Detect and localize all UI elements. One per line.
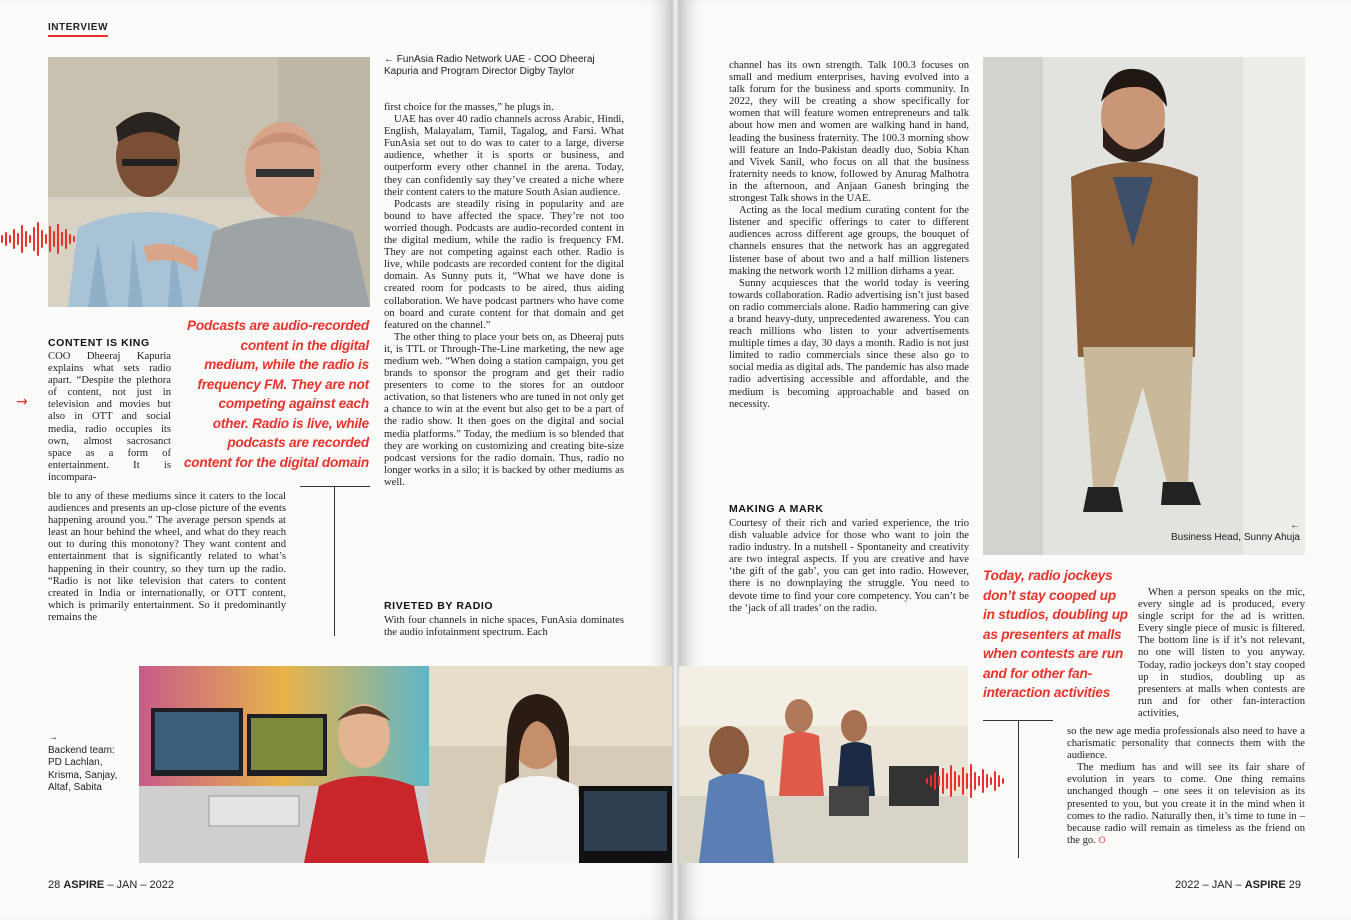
subhead-making-mark: MAKING A MARK xyxy=(729,503,824,515)
col3-para-3: Sunny acquiesces that the world today is veering towards collaboration. Radio advertising isn’t just based on radio commercials alone. Radio hammering can give a brand heavy-duty, unprecedented awareness. You can reach millions who listen to your advertisements multiple times a day, 30 days a month. Radio is not just limited to radio commercials since these also go to social media as digital ads. The pandemic has also made radio advertising accessible and affordable, and the medium is becoming approachable and based on necessity. xyxy=(729,277,969,410)
col2-riveted-text: With four channels in niche spaces, FunAsia dominates the audio infotainment spectrum. Each xyxy=(384,615,624,639)
pullquote-right-tick xyxy=(983,720,1053,721)
photo-studio-desk xyxy=(139,666,429,863)
subhead-riveted: RIVETED BY RADIO xyxy=(384,600,494,612)
photo-sunny-ahuja xyxy=(983,57,1305,555)
subhead-content-is-king: CONTENT IS KING xyxy=(48,337,150,349)
pullquote-left-line xyxy=(334,486,335,636)
col4-narrow-text: When a person speaks on the mic, every single ad is produced, every single script for the ad is written. Every single piece of music is filtered. The bottom line is if it’s not relevant, no one will listen to you anyway. Today, radio jockeys don’t stay cooped up in studios, doubling up as presenters at malls when contests are run and for other fan-interaction activities, xyxy=(1138,587,1305,719)
photo-kapuria-taylor xyxy=(48,57,370,307)
col1-narrow xyxy=(48,351,171,484)
date-right: 2022 – JAN – xyxy=(1175,879,1242,891)
waveform-icon-left xyxy=(0,222,78,256)
photo-krisma xyxy=(429,666,672,863)
caption-top-photo xyxy=(384,54,614,78)
col3-para-1: channel has its own strength. Talk 100.3 focuses on small and medium enterprises, having evolved into a talk forum for the business and sports community. In 2022, they will be creating a show specifically for women that will feature women entrepreneurs and talk about how men and women are walking hand in hand, leading the business fraternity. The 100.3 morning show will feature an Indo-Pakistan deadly duo, Sobia Khan and Vivek Sanil, who focus on all that the business fraternity needs to know, followed by Anurag Malhotra in the afternoon, and Anjaan Ganesh bringing the strongest Talk shows in the UAE. xyxy=(729,60,969,205)
arrow-right-small-icon: → xyxy=(48,732,58,743)
folio-left xyxy=(48,879,174,891)
arrow-left-small-icon: ← xyxy=(1290,520,1300,531)
pullquote-right: Today, radio jockeys don’t stay cooped up in studios, doubling up as presenters at malls when contests are run and for other fan-interaction activities xyxy=(983,568,1128,700)
col2-para-3: Podcasts are steadily rising in popularity and are bound to have affected the space. They’re not too worried though. Podcasts are audio-recorded content in the digital medium, while the radio is frequency FM. They are not competing against each other. Radio is live, while podcasts are recorded content for the digital domain. As Sunny puts it, “What we have done is created room for podcasts to be aired, thus aiding collaboration. We have podcast partners who have come on board and curate content for that domain and get featured on the channel.” xyxy=(384,198,624,331)
page-number-left: 28 xyxy=(48,879,61,891)
col2-para-1: first choice for the masses,” he plugs in. xyxy=(384,102,554,113)
col4-narrow xyxy=(1138,587,1305,720)
pullquote-left-tick xyxy=(300,486,370,487)
date-left: – JAN – 2022 xyxy=(107,879,174,891)
col4-wide xyxy=(1067,726,1305,847)
caption-backend-text: Backend team: PD Lachlan, Krisma, Sanjay, Altaf, Sabita xyxy=(48,744,118,793)
folio-right xyxy=(1175,879,1301,891)
col4-para-2 xyxy=(1067,762,1305,847)
waveform-icon-right xyxy=(925,764,1021,798)
section-tag: INTERVIEW xyxy=(48,22,108,37)
page-left xyxy=(0,0,672,920)
col2 xyxy=(384,102,624,489)
col3-para-2: Acting as the local medium curating content for the listener and specific offerings to cater to different audiences across different age groups, the bouquet of channels ensures that the network has an aggregated listener base of about two and a half million listeners making the network worth 12 million dirhams a year. xyxy=(729,205,969,277)
col1-wide-text: ble to any of these mediums since it caters to the local audiences and presents an up-close picture of the events happening around you.” The average person spends at least an hour behind the wheel, and what do they reach out to during this monotony? They want content and entertainment that is significantly related to what’s happening in their country, so they turn up the radio. “Radio is not like television that caters to content created in India or internationally, or OTT content, which is primarily entertainment. So it predominantly remains the xyxy=(48,491,286,623)
caption-ahuja-text: Business Head, Sunny Ahuja xyxy=(1171,532,1300,543)
arrow-left-icon: ← xyxy=(384,54,394,65)
arrow-right-icon: → xyxy=(16,394,28,410)
caption-backend xyxy=(48,732,126,795)
caption-top-text: FunAsia Radio Network UAE - COO Dheeraj Kapuria and Program Director Digby Taylor xyxy=(384,54,595,77)
col1-wide xyxy=(48,491,286,624)
end-mark-icon: ⭘ xyxy=(1098,835,1106,846)
col2-para-2: UAE has over 40 radio channels across Arabic, Hindi, English, Malayalam, Tamil, Tagalog, and Farsi. What FunAsia set out to do was to cater to a large, diverse audience, whether it is sports or business, and outperform every other channel in the arena. Today, they can confidently say they’ve created a niche where their content caters to the mature South Asian audience. xyxy=(384,114,624,198)
page-number-right: 29 xyxy=(1288,879,1301,891)
brand-right: ASPIRE xyxy=(1244,879,1286,891)
col1-narrow-text: COO Dheeraj Kapuria explains what sets radio apart. “Despite the plethora of content, not just in television and movies but also in OTT and social media, radio occupies its own, almost sacrosanct space as a form of entertainment. It is incompara- xyxy=(48,351,171,483)
col3 xyxy=(729,60,969,411)
spine-gutter xyxy=(672,0,679,920)
caption-ahuja xyxy=(1165,520,1300,544)
brand-left: ASPIRE xyxy=(63,879,105,891)
pullquote-left: Podcasts are audio-recorded content in the digital medium, while the radio is frequency FM. They are not competing against each other. Radio is live, while podcasts are recorded content for the digital domain xyxy=(183,318,369,470)
page-right xyxy=(679,0,1351,920)
col3-mark-text: Courtesy of their rich and varied experience, the trio dish valuable advice for those who want to join the radio industry. In a nutshell - Spontaneity and creativity are two integral aspects. If you are creative and have ‘the gift of the gab’, you can get into radio. However, there is no downplaying the struggle. You need to devote time to find your core competency. You can’t be the ‘jack of all trades’ on the radio. xyxy=(729,518,969,614)
col2-riveted xyxy=(384,615,624,639)
col2-para-4: The other thing to place your bets on, as Dheeraj puts it, is TTL or Through-The-Line marketing, the new age medium web. “When doing a station campaign, you get brands to sponsor the program and get their radio presenters to come to the stores for an outdoor activation, so that listeners who are tuned in not only get a chance to win at the event but also get to be a part of the radio show. It then goes on the digital and social media platforms.” Today, the medium is so blended that they are working on customizing and creating bite-size podcast versions for the radio domain. Thus, radio no longer works in a silo; it is backed by other mediums as well. xyxy=(384,331,624,488)
col3-mark xyxy=(729,518,969,615)
col4-para-2-text: The medium has and will see its fair share of evolution in years to come. One thing remains unchanged though – one sees it on television as its presented to you, but you create it in the mind when it comes to the radio. Naturally then, it’s time to tune in – because radio will remain as timeless as the friend on the go. xyxy=(1067,762,1305,846)
col4-para-1: so the new age media professionals also need to have a charismatic personality that connects them with the audience. xyxy=(1067,726,1305,762)
